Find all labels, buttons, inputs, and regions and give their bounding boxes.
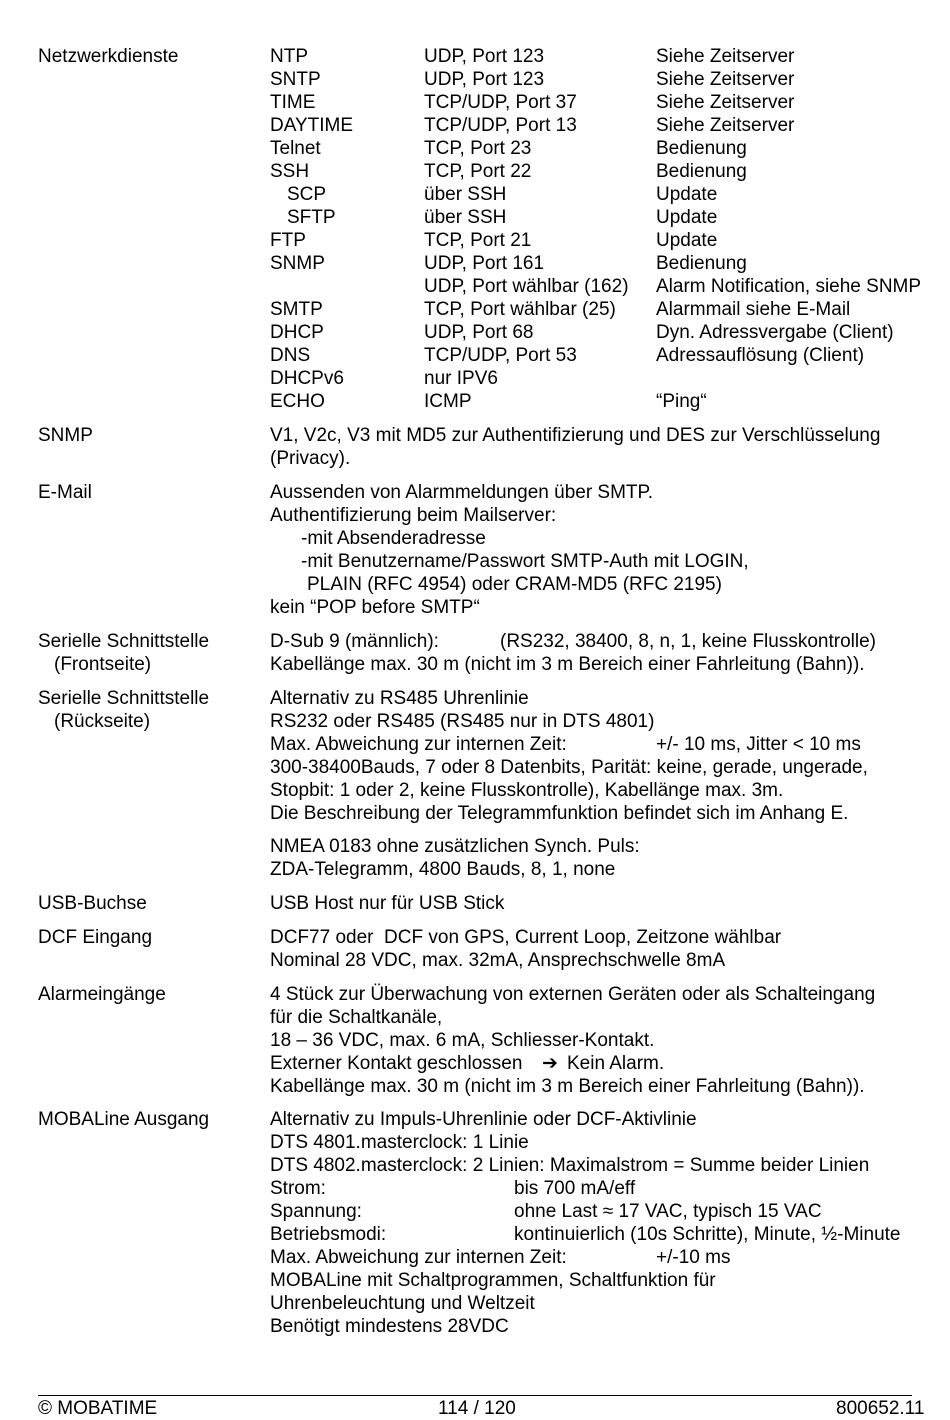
alarm-text: Kein Alarm.: [567, 1053, 665, 1074]
mobaline-text: DTS 4802.masterclock: 2 Linien: Maximalstrom = Summe beider Linien: [270, 1155, 870, 1176]
transport-cell: TCP/UDP, Port 37: [424, 92, 577, 113]
protocol-cell: DHCP: [270, 322, 324, 343]
transport-cell: UDP, Port 123: [424, 46, 545, 67]
dcf-line: [0, 949, 950, 972]
network-row: [0, 275, 950, 298]
protocol-cell: SFTP: [287, 207, 336, 228]
arrow-right-icon: ➔: [542, 1053, 558, 1074]
serial-front-text: (RS232, 38400, 8, n, 1, keine Flusskontrolle): [500, 631, 876, 652]
mobaline-text: Max. Abweichung zur internen Zeit:: [270, 1247, 567, 1268]
network-row: [0, 183, 950, 206]
use-cell: Alarmmail siehe E-Mail: [656, 299, 851, 320]
network-row: [0, 344, 950, 367]
serial-back-text: +/- 10 ms, Jitter < 10 ms: [656, 734, 861, 755]
protocol-cell: DNS: [270, 345, 311, 366]
email-text: kein “POP before SMTP“: [270, 597, 480, 618]
transport-cell: TCP, Port wählbar (25): [424, 299, 616, 320]
email-line: [0, 527, 950, 550]
serial-back-line: [0, 710, 950, 733]
mobaline-text: Benötigt mindestens 28VDC: [270, 1316, 509, 1337]
section-sublabel-serial-back: (Rückseite): [54, 711, 151, 732]
snmp-line: [0, 424, 950, 447]
email-text: Authentifizierung beim Mailserver:: [270, 505, 557, 526]
mobaline-text: +/-10 ms: [656, 1247, 731, 1268]
protocol-cell: SCP: [287, 184, 327, 205]
transport-cell: ICMP: [424, 391, 472, 412]
use-cell: Bedienung: [656, 161, 747, 182]
use-cell: Siehe Zeitserver: [656, 115, 795, 136]
protocol-cell: SNTP: [270, 69, 321, 90]
section-label-snmp: SNMP: [38, 425, 93, 446]
section-label-email: E-Mail: [38, 482, 92, 503]
use-cell: Siehe Zeitserver: [656, 69, 795, 90]
alarm-line: [0, 1075, 950, 1098]
protocol-cell: SSH: [270, 161, 310, 182]
email-line: [0, 596, 950, 619]
serial-back-line: [0, 756, 950, 779]
network-row: [0, 114, 950, 137]
section-label-network: Netzwerkdienste: [38, 46, 179, 67]
transport-cell: TCP, Port 23: [424, 138, 532, 159]
dcf-line: [0, 926, 950, 949]
serial-back-text: Die Beschreibung der Telegrammfunktion befindet sich im Anhang E.: [270, 803, 849, 824]
mobaline-text: ohne Last ≈ 17 VAC, typisch 15 VAC: [514, 1201, 822, 1222]
network-row: [0, 367, 950, 390]
mobaline-text: kontinuierlich (10s Schritte), Minute, ½-Minute: [514, 1224, 901, 1245]
serial-back-text: NMEA 0183 ohne zusätzlichen Synch. Puls:: [270, 836, 640, 857]
serial-back-line: [0, 835, 950, 858]
use-cell: Siehe Zeitserver: [656, 92, 795, 113]
protocol-cell: NTP: [270, 46, 308, 67]
snmp-text: V1, V2c, V3 mit MD5 zur Authentifizierung und DES zur Verschlüsselung: [270, 425, 881, 446]
mobaline-text: Spannung:: [270, 1201, 362, 1222]
email-text: Aussenden von Alarmmeldungen über SMTP.: [270, 482, 654, 503]
mobaline-line: [0, 1223, 950, 1246]
transport-cell: UDP, Port 123: [424, 69, 545, 90]
serial-back-line: [0, 779, 950, 802]
use-cell: Alarm Notification, siehe SNMP: [656, 276, 922, 297]
serial-back-text: RS232 oder RS485 (RS485 nur in DTS 4801): [270, 711, 655, 732]
network-row: [0, 298, 950, 321]
mobaline-text: DTS 4801.masterclock: 1 Linie: [270, 1132, 529, 1153]
email-line: [0, 550, 950, 573]
email-text: -mit Benutzername/Passwort SMTP-Auth mit LOGIN,: [301, 551, 749, 572]
network-row: [0, 137, 950, 160]
snmp-line: [0, 447, 950, 470]
serial-back-line: [0, 733, 950, 756]
dcf-text: DCF77 oder DCF von GPS, Current Loop, Zeitzone wählbar: [270, 927, 782, 948]
transport-cell: UDP, Port 68: [424, 322, 534, 343]
protocol-cell: SMTP: [270, 299, 323, 320]
use-cell: Adressauflösung (Client): [656, 345, 865, 366]
usb-line: [0, 892, 950, 915]
serial-front-line: [0, 653, 950, 676]
mobaline-line: [0, 1292, 950, 1315]
use-cell: Bedienung: [656, 138, 747, 159]
protocol-cell: DAYTIME: [270, 115, 354, 136]
alarm-text: Externer Kontakt geschlossen: [270, 1053, 523, 1074]
transport-cell: TCP/UDP, Port 53: [424, 345, 577, 366]
alarm-line: [0, 1029, 950, 1052]
alarm-text: für die Schaltkanäle,: [270, 1007, 443, 1028]
use-cell: Bedienung: [656, 253, 747, 274]
section-label-dcf: DCF Eingang: [38, 927, 153, 948]
serial-back-text: Stopbit: 1 oder 2, keine Flusskontrolle), Kabellänge max. 3m.: [270, 780, 784, 801]
email-line: [0, 573, 950, 596]
section-label-serial-front: Serielle Schnittstelle: [38, 631, 210, 652]
transport-cell: TCP, Port 21: [424, 230, 532, 251]
protocol-cell: Telnet: [270, 138, 321, 159]
alarm-text: 18 – 36 VDC, max. 6 mA, Schliesser-Kontakt.: [270, 1030, 655, 1051]
transport-cell: über SSH: [424, 184, 507, 205]
alarm-text: 4 Stück zur Überwachung von externen Geräten oder als Schalteingang: [270, 984, 876, 1005]
network-row: [0, 321, 950, 344]
alarm-line: [0, 983, 950, 1006]
transport-cell: über SSH: [424, 207, 507, 228]
use-cell: Update: [656, 207, 718, 228]
transport-cell: TCP, Port 22: [424, 161, 532, 182]
mobaline-line: [0, 1177, 950, 1200]
serial-front-text: Kabellänge max. 30 m (nicht im 3 m Bereich einer Fahrleitung (Bahn)).: [270, 654, 865, 675]
footer-divider: [38, 1395, 912, 1396]
serial-back-line: [0, 802, 950, 825]
serial-back-line: [0, 687, 950, 710]
mobaline-text: Alternativ zu Impuls-Uhrenlinie oder DCF-Aktivlinie: [270, 1109, 697, 1130]
email-text: -mit Absenderadresse: [301, 528, 486, 549]
network-row: [0, 229, 950, 252]
serial-back-text: Alternativ zu RS485 Uhrenlinie: [270, 688, 529, 709]
mobaline-line: [0, 1315, 950, 1338]
email-line: [0, 481, 950, 504]
section-label-serial-back: Serielle Schnittstelle: [38, 688, 210, 709]
use-cell: Dyn. Adressvergabe (Client): [656, 322, 894, 343]
page-number: 114 / 120: [438, 1398, 516, 1419]
section-label-usb: USB-Buchse: [38, 893, 147, 914]
mobaline-line: [0, 1154, 950, 1177]
transport-cell: TCP/UDP, Port 13: [424, 115, 577, 136]
mobaline-text: Uhrenbeleuchtung und Weltzeit: [270, 1293, 535, 1314]
network-row: [0, 160, 950, 183]
mobaline-line: [0, 1131, 950, 1154]
mobaline-line: [0, 1269, 950, 1292]
protocol-cell: FTP: [270, 230, 306, 251]
network-row: [0, 390, 950, 413]
serial-back-line: [0, 858, 950, 881]
mobaline-text: Betriebsmodi:: [270, 1224, 387, 1245]
use-cell: Update: [656, 230, 718, 251]
footer-copyright: © MOBATIME: [38, 1398, 158, 1419]
protocol-cell: ECHO: [270, 391, 325, 412]
alarm-line: [0, 1052, 950, 1075]
section-label-alarm: Alarmeingänge: [38, 984, 166, 1005]
mobaline-text: MOBALine mit Schaltprogrammen, Schaltfunktion für: [270, 1270, 716, 1291]
protocol-cell: TIME: [270, 92, 316, 113]
use-cell: Update: [656, 184, 718, 205]
mobaline-text: Strom:: [270, 1178, 326, 1199]
network-row: [0, 91, 950, 114]
serial-back-text: 300-38400Bauds, 7 oder 8 Datenbits, Parität: keine, gerade, ungerade,: [270, 757, 868, 778]
section-label-mobaline: MOBALine Ausgang: [38, 1109, 210, 1130]
snmp-text: (Privacy).: [270, 448, 351, 469]
transport-cell: UDP, Port wählbar (162): [424, 276, 629, 297]
network-row: [0, 206, 950, 229]
section-sublabel-serial-front: (Frontseite): [54, 654, 152, 675]
mobaline-line: [0, 1108, 950, 1131]
serial-back-text: ZDA-Telegramm, 4800 Bauds, 8, 1, none: [270, 859, 616, 880]
protocol-cell: DHCPv6: [270, 368, 344, 389]
transport-cell: UDP, Port 161: [424, 253, 545, 274]
serial-front-line: [0, 630, 950, 653]
protocol-cell: SNMP: [270, 253, 325, 274]
alarm-line: [0, 1006, 950, 1029]
network-row: [0, 68, 950, 91]
mobaline-line: [0, 1246, 950, 1269]
serial-back-text: Max. Abweichung zur internen Zeit:: [270, 734, 567, 755]
mobaline-line: [0, 1200, 950, 1223]
dcf-text: Nominal 28 VDC, max. 32mA, Ansprechschwelle 8mA: [270, 950, 726, 971]
use-cell: Siehe Zeitserver: [656, 46, 795, 67]
usb-text: USB Host nur für USB Stick: [270, 893, 505, 914]
email-text: PLAIN (RFC 4954) oder CRAM-MD5 (RFC 2195): [307, 574, 722, 595]
document-number: 800652.11: [836, 1398, 925, 1419]
alarm-text: Kabellänge max. 30 m (nicht im 3 m Bereich einer Fahrleitung (Bahn)).: [270, 1076, 865, 1097]
email-line: [0, 504, 950, 527]
network-row: [0, 45, 950, 68]
network-row: [0, 252, 950, 275]
mobaline-text: bis 700 mA/eff: [514, 1178, 636, 1199]
serial-front-text: D-Sub 9 (männlich):: [270, 631, 439, 652]
use-cell: “Ping“: [656, 391, 707, 412]
transport-cell: nur IPV6: [424, 368, 498, 389]
